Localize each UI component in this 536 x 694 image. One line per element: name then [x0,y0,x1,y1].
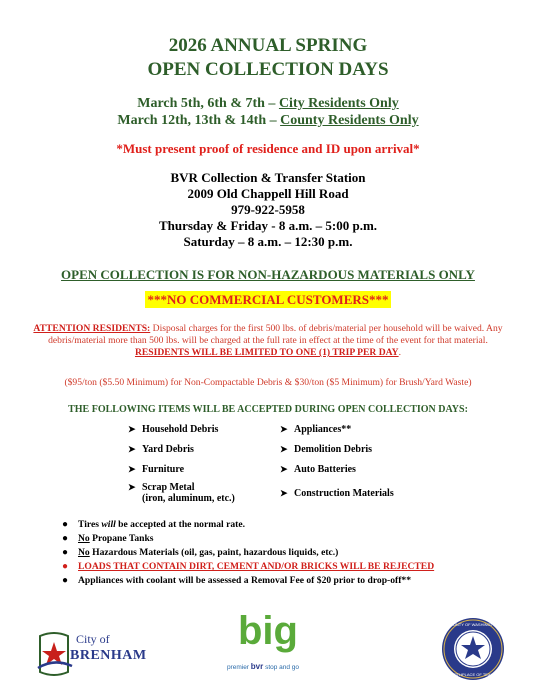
rule-tires: ● Tires will be accepted at the normal rate. [62,519,245,530]
event-dates [0,95,536,129]
city-of-brenham-logo: City of BRENHAM [34,624,134,678]
list-item: ➤ Construction Materials [280,488,394,499]
arrow-bullet-icon: ➤ [280,488,288,498]
page-title [0,34,536,82]
non-hazardous-notice: OPEN COLLECTION IS FOR NON-HAZARDOUS MATERIALS ONLY [61,267,475,282]
arrow-bullet-icon: ➤ [280,424,288,434]
attention-body: Disposal charges for the first 500 lbs. of debris/material per household will be waived. Any debris/material more than 500 lbs. will be charged at the full rate in effect at the time of the event for that material. [48,323,503,346]
no-commercial-wrap [0,291,536,309]
station-hours-saturday: Saturday – 8 a.m. – 12:30 p.m. [183,234,353,249]
svg-text:BIRTHPLACE OF TEXAS: BIRTHPLACE OF TEXAS [450,672,496,677]
station-info [0,170,536,250]
proof-notice: *Must present proof of residence and ID upon arrival* [116,141,420,156]
list-item: ➤ Furniture [128,464,185,475]
rule-propane: ● No Propane Tanks [62,533,154,544]
star-icon [34,628,74,678]
station-address: 2009 Old Chappell Hill Road [187,186,349,201]
list-item: ➤ Auto Batteries [280,464,356,475]
city-dates: March 5th, 6th & 7th – City Residents Only [137,96,399,111]
station-hours-weekday: Thursday & Friday - 8 a.m. – 5:00 p.m. [158,218,378,233]
no-commercial-notice: ***NO COMMERCIAL CUSTOMERS*** [147,292,389,307]
rule-loads: ● LOADS THAT CONTAIN DIRT, CEMENT AND/OR BRICKS WILL BE REJECTED [62,561,435,572]
dot-bullet-icon: ● [62,561,69,572]
county-seal [440,616,506,682]
sponsor-logos [0,610,536,694]
fee-schedule: ($95/ton ($5.50 Minimum) for Non-Compactable Debris & $30/ton ($5 Minimum) for Brush/Yard Waste) [64,377,472,388]
dot-bullet-icon: ● [62,575,69,586]
list-item: ➤ Scrap Metal (iron, aluminum, etc.) [128,482,235,504]
rule-appliances: ● Appliances with coolant will be assessed a Removal Fee of $20 prior to drop-off** [62,575,412,586]
title-line-1: 2026 ANNUAL SPRING [168,35,368,56]
partner-logos: premier bvr stop and go [226,662,300,671]
list-item: ➤ Household Debris [128,424,219,435]
station-name: BVR Collection & Transfer Station [170,170,366,185]
list-item: ➤ Appliances** [280,424,352,435]
arrow-bullet-icon: ➤ [128,444,136,454]
big-logo: big premier bvr stop and go [228,610,308,694]
title-line-2: OPEN COLLECTION DAYS [147,59,389,80]
attention-paragraph: ATTENTION RESIDENTS: Disposal charges for the first 500 lbs. of debris/material per household will be waived. Any debris/material more than 500 lbs. will be charged at the full rate in effect at the time of the event for that material. RESIDENTS WILL BE LIMITED TO ONE (1) TRIP PER DAY. [33,323,503,358]
arrow-bullet-icon: ➤ [128,424,136,434]
accepted-heading: THE FOLLOWING ITEMS WILL BE ACCEPTED DURING OPEN COLLECTION DAYS: [68,404,468,415]
list-item: ➤ Yard Debris [128,444,194,455]
dot-bullet-icon: ● [62,533,69,544]
trip-limit: RESIDENTS WILL BE LIMITED TO ONE (1) TRIP PER DAY [134,347,399,358]
dot-bullet-icon: ● [62,519,69,530]
rules-list [62,518,434,588]
station-phone: 979-922-5958 [231,202,305,217]
svg-text:COUNTY OF WASHINGTON: COUNTY OF WASHINGTON [447,622,499,627]
arrow-bullet-icon: ➤ [128,482,136,492]
arrow-bullet-icon: ➤ [280,444,288,454]
rule-hazmat: ● No Hazardous Materials (oil, gas, paint, hazardous liquids, etc.) [62,547,339,558]
arrow-bullet-icon: ➤ [128,464,136,474]
list-item: ➤ Demolition Debris [280,444,373,455]
attention-label: ATTENTION RESIDENTS: [33,323,151,334]
arrow-bullet-icon: ➤ [280,464,288,474]
dot-bullet-icon: ● [62,547,69,558]
county-dates: March 12th, 13th & 14th – County Residents Only [117,113,419,128]
